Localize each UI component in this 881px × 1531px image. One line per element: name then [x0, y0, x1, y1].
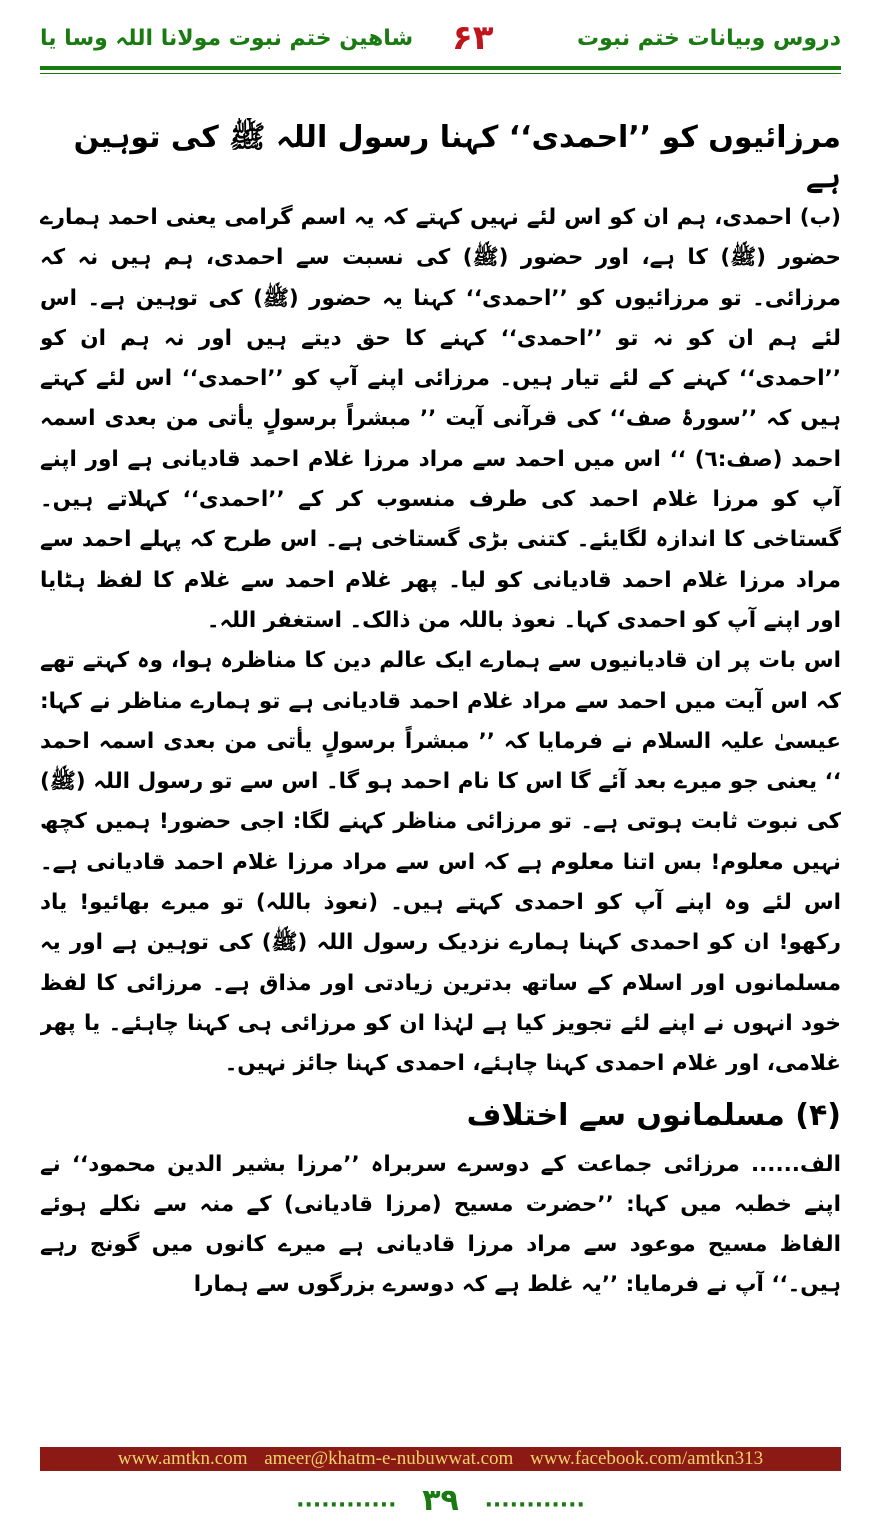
dots-left: ............ — [296, 1487, 397, 1513]
paragraph: اس بات پر ان قادیانیوں سے ہمارے ایک عالم دین کا مناظرہ ہوا، وہ کہتے تھے کہ اس آیت میں احمد سے مراد غلام احمد قادیانی ہے تو ہمارے مناظر نے کہا: عیسیٰ علیہ السلام نے فرمایا کہ ’’ مبشراً برسولٍ یأتی من بعدی اسمہ احمد ‘‘ یعنی جو میرے بعد آئے گا اس کا نام احمد ہو گا۔ اس سے تو رسول اللہ (ﷺ) کی نبوت ثابت ہوتی ہے۔ تو مرزائی مناظر کہنے لگا: اجی حضور! ہمیں کچھ نہیں معلوم! بس اتنا معلوم ہے کہ اس سے مراد مرزا غلام احمد قادیانی ہے۔ اس لئے وہ اپنے آپ کو احمدی کہتے ہیں۔ (نعوذ باللہ) تو میرے بھائیو! یاد رکھو! ان کو احمدی کہنا ہمارے نزدیک رسول اللہ (ﷺ) کی توہین ہے اور یہ مسلمانوں اور اسلام کے ساتھ بدترین زیادتی اور مذاق ہے۔ مرزائی کا لفظ خود انہوں نے اپنے لئے تجویز کیا ہے لہٰذا ان کو مرزائی ہی کہنا چاہئے۔ یا پھر غلامی، اور غلام احمدی کہنا چاہئے، احمدی کہنا جائز نہیں۔ — [40, 648, 841, 1077]
section-heading: (۴) مسلمانوں سے اختلاف — [466, 1097, 841, 1133]
section-heading: مرزائیوں کو ’’احمدی‘‘ کہنا رسول اللہ ﷺ کی توہین ہے — [73, 120, 841, 195]
header-divider — [40, 66, 841, 70]
page-number: ۳۹ — [422, 1482, 459, 1518]
page-header — [40, 18, 841, 62]
footer-links — [40, 1447, 841, 1471]
page-content — [40, 118, 841, 1430]
page-number-bottom — [0, 1482, 881, 1522]
author-title: شاھین ختم نبوت مولانا اللہ وسا یا — [40, 26, 414, 51]
paragraph: (ب) احمدی، ہم ان کو اس لئے نہیں کہتے کہ یہ اسم گرامی یعنی احمد ہمارے حضور (ﷺ) کا ہے، اور حضور (ﷺ) کی نسبت سے احمدی، ہم ہیں نہ کہ مرزائی۔ تو مرزائیوں کو ’’احمدی‘‘ کہنا یہ حضور (ﷺ) کی توہین ہے۔ اس لئے ہم ان کو نہ تو ’’احمدی‘‘ کہنے کا حق دیتے ہیں اور نہ ہم ان کو ’’احمدی‘‘ کہنے کے لئے تیار ہیں۔ مرزائی اپنے آپ کو ’’احمدی‘‘ اس لئے کہتے ہیں کہ ’’سورۂ صف‘‘ کی قرآنی آیت ’’ مبشراً برسولٍ یأتی من بعدی اسمہ احمد (صف:٦) ‘‘ اس میں احمد سے مراد مرزا غلام احمد قادیانی ہے اور اپنے آپ کو مرزا غلام احمد کی طرف منسوب کر کے ’’احمدی‘‘ کہلاتے ہیں۔ گستاخی کا اندازہ لگایئے۔ کتنی بڑی گستاخی ہے۔ اس طرح کہ پہلے احمد سے مراد مرزا غلام احمد قادیانی کو لیا۔ پھر غلام احمد سے غلام کا لفظ ہٹایا اور اپنے آپ کو احمدی کہا۔ نعوذ باللہ من ذالک۔ استغفر اللہ۔ — [40, 205, 841, 633]
website-link[interactable]: www.amtkn.com — [117, 1448, 248, 1469]
paragraph: الف...... مرزائی جماعت کے دوسرے سربراہ ’’مرزا بشیر الدین محمود‘‘ نے اپنے خطبہ میں کہا: ’’حضرت مسیح (مرزا قادیانی) کے منہ سے نکلے ہوئے الفاظ مسیح موعود سے مراد مرزا قادیانی ہے میرے کانوں میں گونج رہے ہیں۔‘‘ آپ نے فرمایا: ’’یہ غلط ہے کہ دوسرے بزرگوں سے ہمارا — [40, 1151, 841, 1298]
header-divider-thin — [40, 73, 841, 74]
dots-right: ............ — [484, 1487, 585, 1513]
book-title: دروس وبیانات ختم نبوت — [577, 26, 841, 51]
facebook-link[interactable]: www.facebook.com/amtkn313 — [530, 1448, 764, 1469]
page-number-top: ۶۳ — [452, 18, 494, 58]
email-link[interactable]: ameer@khatm-e-nubuwwat.com — [264, 1448, 514, 1469]
